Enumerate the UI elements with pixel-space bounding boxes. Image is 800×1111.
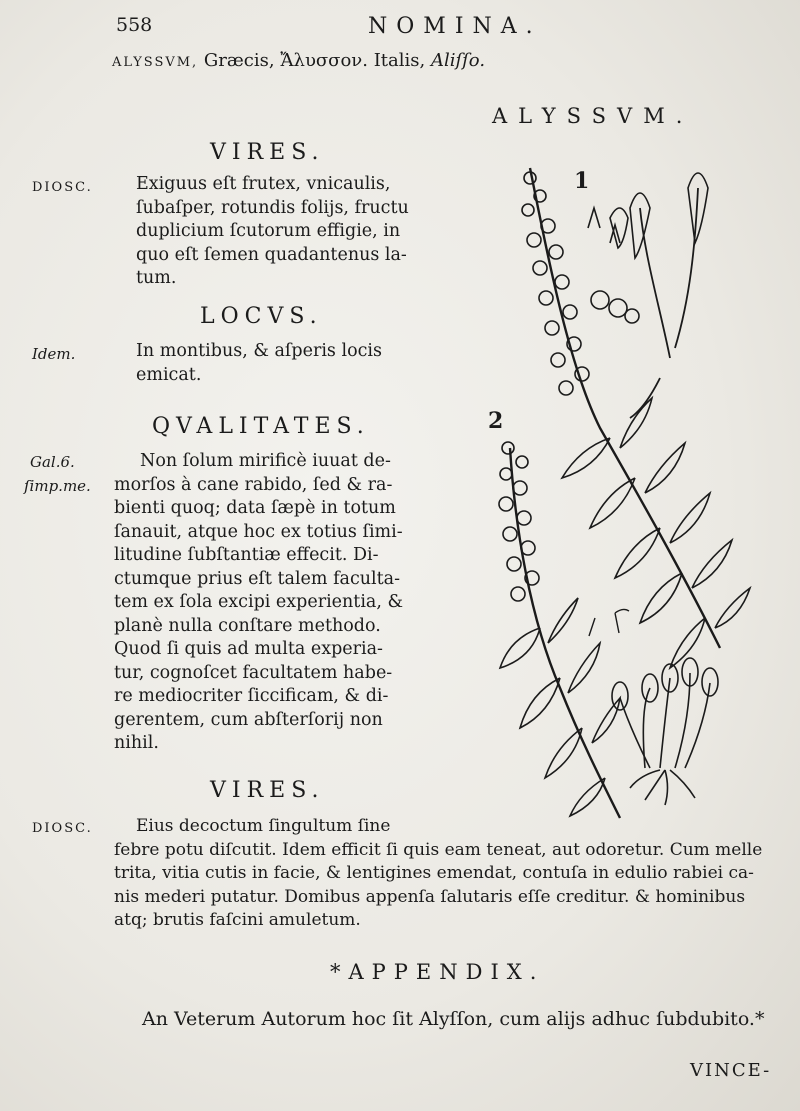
margin-note-diosc-2: DIOSC.: [32, 821, 93, 836]
text-line: litudine ſubſtantiæ effecit. Di-: [114, 545, 379, 565]
text-line: bienti quoq; data ſæpè in totum: [114, 498, 396, 518]
plant-1-branch: [630, 188, 698, 418]
figure-label-1: 1: [574, 168, 590, 194]
margin-note-galen: Gal.6.: [30, 453, 75, 471]
plant-3-roots: [630, 770, 695, 805]
plant-1-leaves: [562, 398, 750, 668]
text-line: Non ſolum mirificè iuuat de-: [140, 451, 391, 471]
appendix-heading: *APPENDIX.: [330, 960, 545, 984]
section-heading-vires-2: VIRES.: [210, 778, 325, 803]
section-text-locus: [136, 340, 382, 387]
detail-sprig: [589, 609, 629, 636]
text-line: tur, cognoſcet facultatem habe-: [114, 662, 393, 683]
text-line: Eius decoctum ſingultum ſine: [136, 816, 391, 836]
text-line: gerentem, cum abſterſorij non: [114, 709, 383, 730]
section-heading-qualitates: QVALITATES.: [152, 414, 370, 439]
text-line: duplicium ſcutorum effigie, in: [136, 221, 401, 241]
page-number: 558: [116, 14, 153, 36]
graecis-label: Græcis,: [198, 50, 275, 71]
text-line: tum.: [136, 268, 177, 288]
text-line: nis mederi putatur. Domibus appenſa ſalutaris eſſe creditur. & hominibus: [114, 886, 746, 907]
text-line: tem ex ſola excipi experientia, &: [114, 592, 404, 612]
text-line: re mediocriter ſiccificam, & di-: [114, 686, 389, 706]
margin-note-diosc: DIOSC.: [32, 180, 93, 195]
italis-label: Italis,: [367, 50, 426, 71]
plant-1-flower-head: [522, 172, 589, 395]
text-line: ſanauit, atque hoc ex totius ſimi-: [114, 521, 403, 542]
text-line: In montibus, & aſperis locis: [136, 341, 382, 361]
italian-name: Aliſſo.: [425, 50, 486, 71]
plant-title: ALYSSVM.: [492, 104, 694, 128]
running-head: NOMINA.: [368, 14, 542, 39]
text-line: planè nulla conſtare methodo.: [114, 615, 381, 636]
section-text-vires: [136, 173, 409, 291]
text-line: atq; brutis faſcini amuletum.: [114, 910, 361, 930]
latin-name: ALYSSVM,: [112, 55, 199, 70]
figure-label-2: 2: [488, 408, 504, 434]
text-line: ſubaſper, rotundis folijs, fructu: [136, 197, 409, 218]
names-line: [112, 50, 485, 71]
greek-name: Ἄλυσσον.: [274, 50, 368, 71]
margin-note-idem: Idem.: [32, 345, 76, 363]
section-heading-locus: LOCVS.: [200, 304, 323, 329]
text-line: morſos à cane rabido, ſed & ra-: [114, 474, 393, 495]
margin-note-simp: ſimp.me.: [24, 477, 91, 495]
alyssum-woodcut-illustration: [470, 148, 770, 828]
text-line: Quod ſi quis ad multa experia-: [114, 639, 383, 659]
text-line: ctumque prius eſt talem faculta-: [114, 568, 401, 589]
text-line: trita, vitia cutis in facie, & lentigines emendat, contuſa in edulio rabiei ca-: [114, 863, 754, 883]
plant-2-flower-head: [499, 442, 539, 601]
section-text-qualitates: [114, 450, 403, 756]
text-line: Exiguus eſt frutex, vnicaulis,: [136, 174, 391, 194]
text-line: febre potu diſcutit. Idem efficit ſi quis eam teneat, aut odoretur. Cum melle: [114, 839, 763, 860]
text-line: quo eſt ſemen quadantenus la-: [136, 244, 407, 265]
text-line: emicat.: [136, 364, 202, 385]
section-heading-vires: VIRES.: [210, 140, 325, 165]
catchword: VINCE-: [690, 1060, 772, 1081]
plant-3-tuft: [612, 658, 718, 768]
plant-1-stem: [530, 168, 720, 648]
appendix-text: An Veterum Autorum hoc ſit Alyſſon, cum alijs adhuc ſubdubito.*: [142, 1008, 765, 1030]
text-line: nihil.: [114, 733, 159, 753]
section-text-vires-2: [114, 815, 762, 933]
